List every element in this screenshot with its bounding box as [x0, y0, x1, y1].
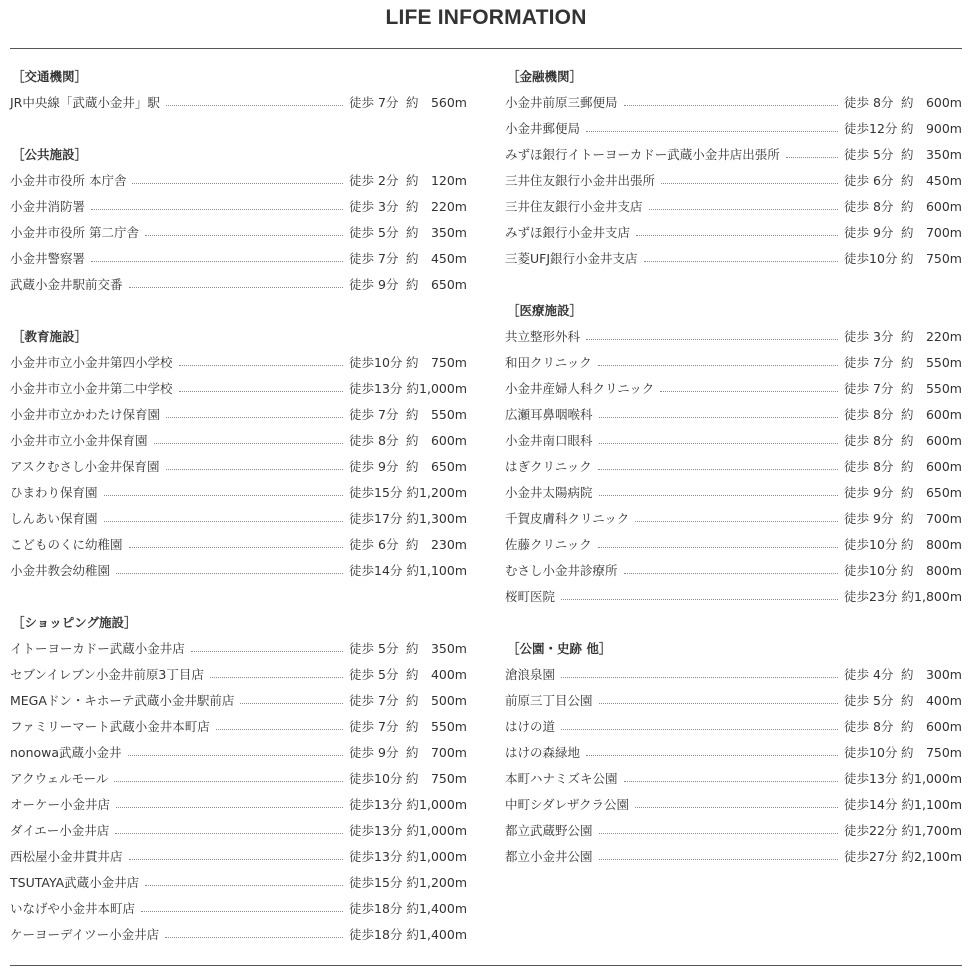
dotted-leader [114, 781, 343, 782]
facility-row [10, 220, 467, 246]
distance: 約1,000m [406, 849, 467, 864]
distance: 約1,200m [406, 485, 467, 500]
facility-row [505, 662, 962, 688]
distance: 約 550m [405, 719, 467, 734]
facility-row [505, 740, 962, 766]
facility-name: 西松屋小金井貫井店 [10, 849, 123, 864]
facility-row [505, 844, 962, 870]
dotted-leader [598, 469, 838, 470]
walk-time: 徒歩22分 [844, 823, 898, 838]
distance: 約 600m [405, 433, 467, 448]
facility-name: ダイエー小金井店 [10, 823, 110, 838]
dotted-leader [599, 417, 838, 418]
dotted-leader [599, 859, 838, 860]
walk-time: 徒歩 2分 [349, 173, 399, 188]
walk-time: 徒歩13分 [349, 823, 403, 838]
facility-name: 三井住友銀行小金井出張所 [505, 173, 656, 188]
dotted-leader [598, 365, 838, 366]
dotted-leader [115, 833, 343, 834]
facility-row [505, 324, 962, 350]
page-title: LIFE INFORMATION [385, 6, 587, 29]
facility-name: 都立小金井公園 [505, 849, 593, 864]
distance: 約 700m [900, 225, 962, 240]
facility-row [10, 402, 467, 428]
walk-time: 徒歩 4分 [844, 667, 894, 682]
distance: 約 350m [405, 225, 467, 240]
walk-time: 徒歩 5分 [349, 225, 399, 240]
facility-name: いなげや小金井本町店 [10, 901, 136, 916]
facility-row [10, 480, 467, 506]
distance: 約 220m [900, 329, 962, 344]
dotted-leader [129, 287, 343, 288]
facility-section [505, 298, 962, 610]
facility-row [505, 376, 962, 402]
facility-row [10, 454, 467, 480]
distance: 約 750m [900, 251, 962, 266]
dotted-leader [129, 859, 343, 860]
dotted-leader [561, 729, 838, 730]
facility-row [10, 818, 467, 844]
walk-time: 徒歩 3分 [844, 329, 894, 344]
walk-time: 徒歩14分 [844, 797, 898, 812]
facility-row [505, 246, 962, 272]
walk-time: 徒歩15分 [349, 485, 403, 500]
dotted-leader [129, 547, 343, 548]
section-heading: ［医療施設］ [507, 303, 583, 318]
distance: 約 550m [900, 355, 962, 370]
right-column [505, 64, 962, 896]
walk-time: 徒歩 8分 [844, 407, 894, 422]
facility-row [505, 90, 962, 116]
facility-row [10, 636, 467, 662]
facility-row [10, 272, 467, 298]
dotted-leader [624, 781, 838, 782]
facility-name: TSUTAYA武蔵小金井店 [10, 875, 140, 890]
facility-name: アクウェルモール [10, 771, 109, 786]
walk-time: 徒歩 5分 [844, 693, 894, 708]
facility-row [10, 350, 467, 376]
dotted-leader [104, 521, 343, 522]
distance: 約 450m [405, 251, 467, 266]
facility-row [505, 584, 962, 610]
facility-section [505, 64, 962, 272]
distance: 約 900m [900, 121, 962, 136]
facility-row [10, 194, 467, 220]
top-divider [10, 48, 962, 49]
facility-name: 前原三丁目公園 [505, 693, 593, 708]
facility-name: 三井住友銀行小金井支店 [505, 199, 643, 214]
facility-name: みずほ銀行小金井支店 [505, 225, 631, 240]
walk-time: 徒歩18分 [349, 901, 403, 916]
facility-name: 小金井市立小金井保育園 [10, 433, 148, 448]
walk-time: 徒歩12分 [844, 121, 898, 136]
facility-name: ケーヨーデイツー小金井店 [10, 927, 160, 942]
distance: 約 350m [405, 641, 467, 656]
distance: 約 600m [900, 199, 962, 214]
dotted-leader [116, 807, 343, 808]
walk-time: 徒歩 6分 [844, 173, 894, 188]
distance: 約1,000m [406, 381, 467, 396]
facility-row [505, 480, 962, 506]
distance: 約2,100m [901, 849, 962, 864]
dotted-leader [91, 209, 343, 210]
facility-row [505, 402, 962, 428]
dotted-leader [635, 521, 838, 522]
walk-time: 徒歩 6分 [349, 537, 399, 552]
distance: 約 600m [900, 407, 962, 422]
facility-row [505, 220, 962, 246]
facility-name: 小金井教会幼稚園 [10, 563, 111, 578]
facility-name: 小金井消防署 [10, 199, 86, 214]
walk-time: 徒歩13分 [844, 771, 898, 786]
walk-time: 徒歩 7分 [349, 251, 399, 266]
dotted-leader [166, 417, 343, 418]
section-heading: ［金融機関］ [507, 69, 583, 84]
dotted-leader [586, 339, 838, 340]
facility-section [10, 610, 467, 948]
dotted-leader [644, 261, 838, 262]
facility-name: MEGAドン・キホーテ武蔵小金井駅前店 [10, 693, 235, 708]
distance: 約 800m [900, 563, 962, 578]
facility-name: JR中央線「武蔵小金井」駅 [10, 95, 160, 110]
distance: 約 500m [405, 693, 467, 708]
walk-time: 徒歩 9分 [349, 277, 399, 292]
walk-time: 徒歩10分 [349, 771, 403, 786]
facility-name: ひまわり保育園 [10, 485, 98, 500]
walk-time: 徒歩 8分 [844, 95, 894, 110]
distance: 約 120m [405, 173, 467, 188]
facility-row [10, 922, 467, 948]
facility-row [10, 792, 467, 818]
facility-name: しんあい保育園 [10, 511, 98, 526]
distance: 約 550m [405, 407, 467, 422]
dotted-leader [649, 209, 838, 210]
facility-row [10, 896, 467, 922]
facility-row [10, 870, 467, 896]
walk-time: 徒歩 5分 [844, 147, 894, 162]
distance: 約 650m [900, 485, 962, 500]
dotted-leader [216, 729, 343, 730]
walk-time: 徒歩27分 [844, 849, 898, 864]
walk-time: 徒歩13分 [349, 797, 403, 812]
dotted-leader [586, 131, 838, 132]
dotted-leader [561, 599, 838, 600]
facility-row [10, 662, 467, 688]
facility-name: むさし小金井診療所 [505, 563, 618, 578]
facility-row [505, 766, 962, 792]
distance: 約 350m [900, 147, 962, 162]
facility-section [10, 64, 467, 116]
section-heading: ［教育施設］ [12, 329, 88, 344]
distance: 約 700m [900, 511, 962, 526]
facility-name: イトーヨーカドー武蔵小金井店 [10, 641, 185, 656]
dotted-leader [598, 547, 838, 548]
distance: 約 750m [405, 355, 467, 370]
dotted-leader [599, 443, 838, 444]
facility-row [505, 428, 962, 454]
dotted-leader [786, 157, 838, 158]
facility-row [505, 454, 962, 480]
distance: 約 560m [405, 95, 467, 110]
distance: 約1,100m [901, 797, 962, 812]
facility-name: 武蔵小金井駅前交番 [10, 277, 123, 292]
facility-row [505, 506, 962, 532]
walk-time: 徒歩 3分 [349, 199, 399, 214]
distance: 約 400m [405, 667, 467, 682]
walk-time: 徒歩13分 [349, 849, 403, 864]
distance: 約 750m [900, 745, 962, 760]
dotted-leader [586, 755, 838, 756]
distance: 約1,400m [406, 927, 467, 942]
walk-time: 徒歩17分 [349, 511, 403, 526]
facility-row [505, 350, 962, 376]
facility-row [10, 766, 467, 792]
distance: 約1,700m [901, 823, 962, 838]
dotted-leader [240, 703, 343, 704]
facility-name: はけの道 [505, 719, 556, 734]
facility-name: 千賀皮膚科クリニック [505, 511, 630, 526]
distance: 約1,800m [901, 589, 962, 604]
facility-row [505, 194, 962, 220]
facility-name: 広瀬耳鼻咽喉科 [505, 407, 593, 422]
facility-name: 和田クリニック [505, 355, 592, 370]
dotted-leader [599, 703, 838, 704]
facility-row [505, 714, 962, 740]
distance: 約 800m [900, 537, 962, 552]
distance: 約 750m [405, 771, 467, 786]
walk-time: 徒歩 9分 [844, 225, 894, 240]
distance: 約 230m [405, 537, 467, 552]
facility-name: 小金井郵便局 [505, 121, 581, 136]
walk-time: 徒歩 7分 [844, 355, 894, 370]
facility-name: 小金井市立小金井第二中学校 [10, 381, 173, 396]
facility-row [505, 688, 962, 714]
dotted-leader [179, 365, 343, 366]
facility-name: 小金井南口眼科 [505, 433, 593, 448]
walk-time: 徒歩10分 [349, 355, 403, 370]
facility-section [505, 636, 962, 870]
bottom-divider [10, 965, 962, 966]
facility-row [10, 688, 467, 714]
walk-time: 徒歩 9分 [349, 459, 399, 474]
walk-time: 徒歩 5分 [349, 667, 399, 682]
dotted-leader [132, 183, 343, 184]
facility-name: オーケー小金井店 [10, 797, 111, 812]
walk-time: 徒歩 8分 [844, 719, 894, 734]
walk-time: 徒歩15分 [349, 875, 403, 890]
dotted-leader [104, 495, 343, 496]
walk-time: 徒歩 7分 [349, 719, 399, 734]
distance: 約 650m [405, 459, 467, 474]
dotted-leader [166, 105, 343, 106]
distance: 約1,000m [406, 797, 467, 812]
walk-time: 徒歩14分 [349, 563, 403, 578]
facility-row [10, 376, 467, 402]
facility-row [505, 168, 962, 194]
facility-name: 三菱UFJ銀行小金井支店 [505, 251, 638, 266]
dotted-leader [660, 391, 838, 392]
distance: 約1,300m [406, 511, 467, 526]
walk-time: 徒歩 7分 [349, 407, 399, 422]
facility-row [505, 558, 962, 584]
dotted-leader [210, 677, 343, 678]
distance: 約 450m [900, 173, 962, 188]
facility-name: セブンイレブン小金井前原3丁目店 [10, 667, 204, 682]
facility-name: 小金井市役所 第二庁舎 [10, 225, 139, 240]
facility-name: 桜町医院 [505, 589, 556, 604]
facility-row [10, 246, 467, 272]
facility-row [10, 506, 467, 532]
facility-row [505, 142, 962, 168]
facility-name: ファミリーマート武蔵小金井本町店 [10, 719, 210, 734]
facility-name: アスクむさし小金井保育園 [10, 459, 160, 474]
facility-name: 小金井警察署 [10, 251, 86, 266]
walk-time: 徒歩 9分 [844, 485, 894, 500]
facility-row [10, 532, 467, 558]
facility-row [505, 818, 962, 844]
dotted-leader [624, 105, 838, 106]
dotted-leader [165, 937, 343, 938]
facility-name: 中町シダレザクラ公園 [505, 797, 630, 812]
walk-time: 徒歩23分 [844, 589, 898, 604]
facility-section [10, 142, 467, 298]
facility-name: 小金井産婦人科クリニック [505, 381, 655, 396]
distance: 約 400m [900, 693, 962, 708]
facility-section [10, 324, 467, 584]
facility-name: 小金井太陽病院 [505, 485, 593, 500]
walk-time: 徒歩 8分 [844, 433, 894, 448]
dotted-leader [599, 833, 838, 834]
dotted-leader [636, 235, 838, 236]
dotted-leader [561, 677, 838, 678]
distance: 約 600m [900, 719, 962, 734]
facility-name: 本町ハナミズキ公園 [505, 771, 618, 786]
dotted-leader [91, 261, 343, 262]
facility-name: 小金井市立かわたけ保育園 [10, 407, 161, 422]
dotted-leader [154, 443, 343, 444]
facility-row [10, 558, 467, 584]
dotted-leader [661, 183, 838, 184]
distance: 約 600m [900, 433, 962, 448]
distance: 約 550m [900, 381, 962, 396]
distance: 約 220m [405, 199, 467, 214]
walk-time: 徒歩 8分 [844, 199, 894, 214]
walk-time: 徒歩 5分 [349, 641, 399, 656]
dotted-leader [635, 807, 838, 808]
facility-name: 共立整形外科 [505, 329, 581, 344]
distance: 約1,100m [406, 563, 467, 578]
walk-time: 徒歩10分 [844, 745, 898, 760]
distance: 約 600m [900, 459, 962, 474]
walk-time: 徒歩10分 [844, 251, 898, 266]
dotted-leader [145, 885, 343, 886]
walk-time: 徒歩18分 [349, 927, 403, 942]
facility-name: 滄浪泉園 [505, 667, 556, 682]
facility-name: 都立武蔵野公園 [505, 823, 593, 838]
facility-name: はぎクリニック [505, 459, 592, 474]
walk-time: 徒歩 9分 [844, 511, 894, 526]
facility-row [505, 532, 962, 558]
facility-name: 佐藤クリニック [505, 537, 592, 552]
dotted-leader [141, 911, 343, 912]
distance: 約1,200m [406, 875, 467, 890]
distance: 約 300m [900, 667, 962, 682]
dotted-leader [166, 469, 343, 470]
left-column [10, 64, 467, 974]
facility-row [10, 714, 467, 740]
section-heading: ［ショッピング施設］ [12, 615, 137, 630]
dotted-leader [116, 573, 343, 574]
facility-row [10, 90, 467, 116]
distance: 約1,400m [406, 901, 467, 916]
facility-name: こどものくに幼稚園 [10, 537, 123, 552]
facility-name: みずほ銀行イトーヨーカドー武蔵小金井店出張所 [505, 147, 780, 162]
walk-time: 徒歩10分 [844, 563, 898, 578]
walk-time: 徒歩 7分 [349, 95, 399, 110]
facility-row [10, 740, 467, 766]
walk-time: 徒歩 9分 [349, 745, 399, 760]
section-heading: ［交通機関］ [12, 69, 88, 84]
walk-time: 徒歩 7分 [844, 381, 894, 396]
facility-name: はけの森緑地 [505, 745, 581, 760]
facility-row [10, 428, 467, 454]
section-heading: ［公園・史跡 他］ [507, 641, 612, 656]
distance: 約1,000m [406, 823, 467, 838]
dotted-leader [624, 573, 838, 574]
dotted-leader [145, 235, 343, 236]
facility-row [505, 792, 962, 818]
facility-name: 小金井前原三郵便局 [505, 95, 618, 110]
facility-name: nonowa武蔵小金井 [10, 745, 122, 760]
facility-name: 小金井市立小金井第四小学校 [10, 355, 173, 370]
dotted-leader [179, 391, 343, 392]
distance: 約 650m [405, 277, 467, 292]
distance: 約1,000m [901, 771, 962, 786]
dotted-leader [599, 495, 838, 496]
facility-row [10, 844, 467, 870]
walk-time: 徒歩 8分 [349, 433, 399, 448]
dotted-leader [128, 755, 343, 756]
dotted-leader [191, 651, 343, 652]
facility-name: 小金井市役所 本庁舎 [10, 173, 127, 188]
section-heading: ［公共施設］ [12, 147, 88, 162]
walk-time: 徒歩 8分 [844, 459, 894, 474]
distance: 約 600m [900, 95, 962, 110]
distance: 約 700m [405, 745, 467, 760]
facility-row [505, 116, 962, 142]
walk-time: 徒歩 7分 [349, 693, 399, 708]
facility-row [10, 168, 467, 194]
walk-time: 徒歩13分 [349, 381, 403, 396]
walk-time: 徒歩10分 [844, 537, 898, 552]
